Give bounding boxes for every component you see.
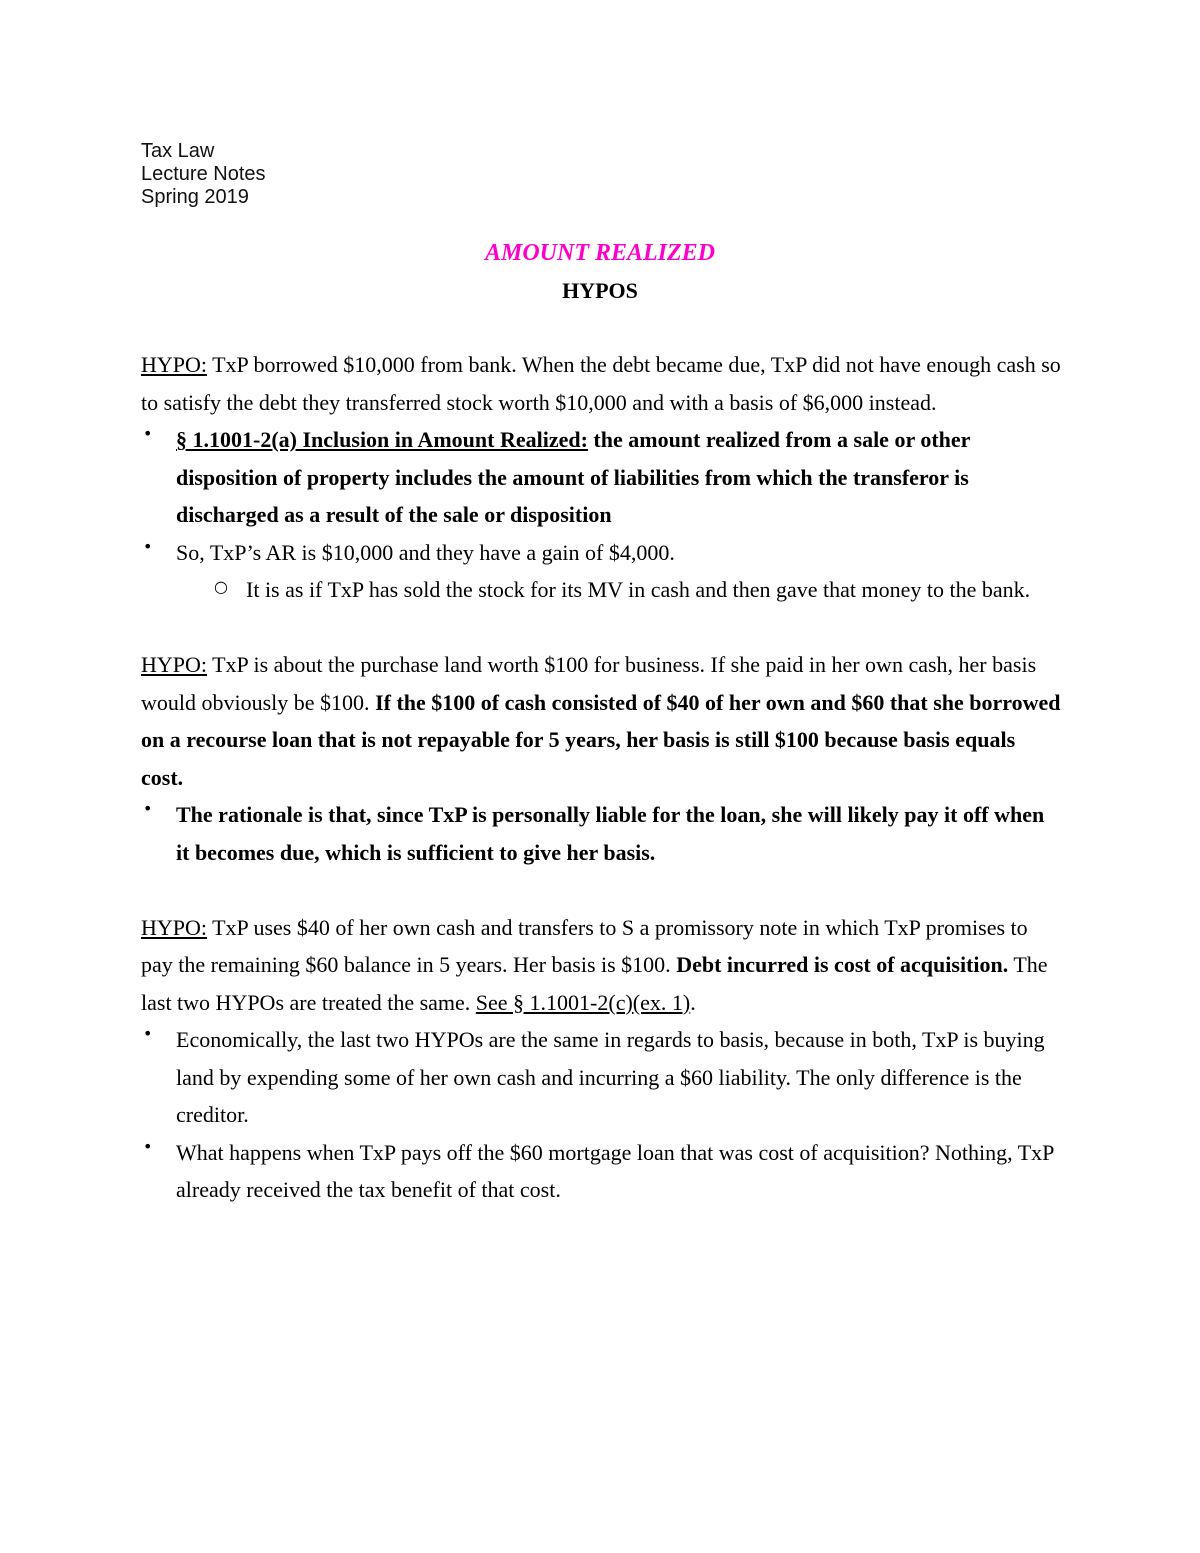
document-header bbox=[141, 140, 266, 209]
circle-bullet-icon: ○ bbox=[214, 577, 228, 596]
page-subtitle: HYPOS bbox=[562, 278, 638, 303]
hypo-3-label: HYPO: bbox=[141, 914, 208, 940]
hypo-3-period: . bbox=[690, 989, 696, 1015]
notes-type: Lecture Notes bbox=[141, 163, 266, 185]
hypo-3-bullet-1-text: Economically, the last two HYPOs are the same in regards to basis, because in both, TxP is buying land by expending some of her own cash and incurring a $60 liability. The only difference is the creditor. bbox=[176, 1027, 1045, 1127]
hypo-2-bold-text: If the $100 of cash consisted of $40 of her own and $60 that she borrowed on a recourse loan that is not repayable for 5 years, her basis is still $100 because basis equals cost. bbox=[141, 689, 1061, 790]
term: Spring 2019 bbox=[141, 186, 249, 208]
document-body bbox=[141, 346, 1061, 1209]
hypo-1-sub-1-text: It is as if TxP has sold the stock for its MV in cash and then gave that money to the bank. bbox=[246, 577, 1031, 602]
hypo-3-text-2: The last two HYPOs are treated the same. bbox=[141, 952, 1048, 1015]
list-item bbox=[141, 421, 1061, 534]
hypo-3-bold-text: Debt incurred is cost of acquisition. bbox=[676, 952, 1009, 977]
hypo-1-sub-bullets bbox=[176, 571, 1061, 609]
hypo-2-paragraph bbox=[141, 646, 1061, 796]
hypo-2-bullets bbox=[141, 796, 1061, 871]
list-item bbox=[141, 534, 1061, 609]
hypo-3-see-reference: See § 1.1001-2(c)(ex. 1) bbox=[475, 989, 691, 1015]
list-item bbox=[141, 796, 1061, 871]
list-item bbox=[141, 571, 1061, 609]
hypo-1-bullet-2-text: So, TxP’s AR is $10,000 and they have a gain of $4,000. bbox=[176, 539, 675, 565]
hypo-1-label: HYPO: bbox=[141, 352, 208, 377]
list-item bbox=[141, 1134, 1061, 1209]
hypo-1-bullet-1-ref: § 1.1001-2(a) Inclusion in Amount Realized: bbox=[176, 427, 588, 452]
hypo-3-bullets bbox=[141, 1021, 1061, 1209]
bullet-icon: • bbox=[143, 424, 153, 443]
hypo-2-text: TxP is about the purchase land worth $100 for business. If she paid in her own cash, her basis would obviously be $100. bbox=[141, 652, 1037, 715]
hypo-3-text: TxP uses $40 of her own cash and transfers to S a promissory note in which TxP promises to pay the remaining $60 balance in 5 years. Her basis is $100. bbox=[141, 914, 1028, 977]
hypo-1-bullet-1-text: the amount realized from a sale or other disposition of property includes the amount of liabilities from which the transferor is discharged as a result of the sale or disposition bbox=[176, 427, 971, 527]
bullet-icon: • bbox=[143, 799, 153, 818]
hypo-3-bullet-2-text: What happens when TxP pays off the $60 mortgage loan that was cost of acquisition? Nothing, TxP already received the tax benefit of that cost. bbox=[176, 1139, 1054, 1202]
course-name: Tax Law bbox=[141, 140, 215, 162]
spacer bbox=[141, 609, 1061, 647]
hypo-1-paragraph bbox=[141, 346, 1061, 421]
bullet-icon: • bbox=[143, 1024, 153, 1043]
page-title: AMOUNT REALIZED bbox=[484, 240, 716, 266]
hypo-3-paragraph bbox=[141, 909, 1061, 1022]
list-item bbox=[141, 1021, 1061, 1134]
hypo-2-bullet-1-text: The rationale is that, since TxP is personally liable for the loan, she will likely pay it off when it becomes due, which is sufficient to give her basis. bbox=[176, 802, 1045, 865]
spacer bbox=[141, 871, 1061, 909]
hypo-1-text: TxP borrowed $10,000 from bank. When the debt became due, TxP did not have enough cash so to satisfy the debt they transferred stock worth $10,000 and with a basis of $6,000 instead. bbox=[141, 352, 1061, 415]
hypo-1-bullets bbox=[141, 421, 1061, 609]
hypo-2-label: HYPO: bbox=[141, 652, 208, 677]
bullet-icon: • bbox=[143, 1136, 153, 1156]
bullet-icon: • bbox=[143, 536, 153, 556]
